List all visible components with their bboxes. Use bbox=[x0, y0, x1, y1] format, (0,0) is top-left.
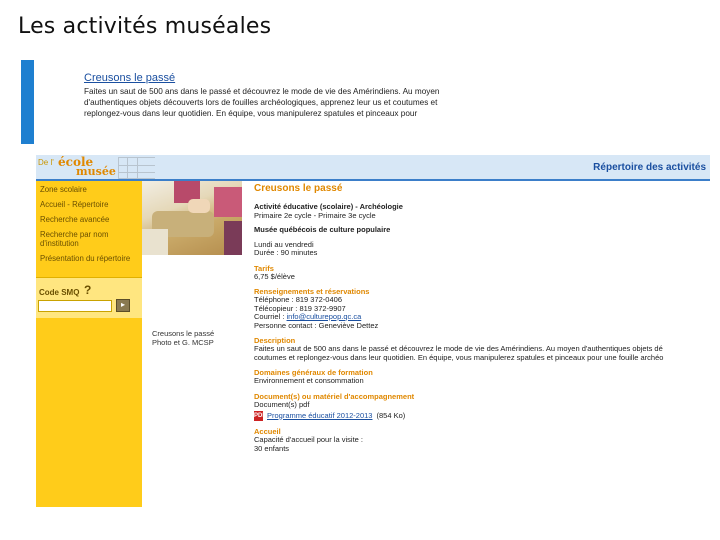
contact-person: Personne contact : Geneviève Dettez bbox=[254, 320, 379, 330]
smq-search-box bbox=[36, 277, 142, 318]
email-label: Courriel : bbox=[254, 312, 287, 321]
description-line: coutumes et replongez-vous dans leur quotidien. En équipe, vous manipulerez spatules et pinceaux pour une fouille archéo bbox=[254, 352, 664, 362]
activity-duration: Durée : 90 minutes bbox=[254, 248, 318, 257]
pdf-document-link[interactable]: Programme éducatif 2012-2013 bbox=[267, 410, 373, 420]
activity-days: Lundi au vendredi bbox=[254, 239, 314, 249]
pdf-icon: PDF bbox=[254, 413, 266, 419]
site-header bbox=[36, 155, 710, 181]
sidebar-item-zone-scolaire[interactable]: Zone scolaire bbox=[40, 185, 87, 194]
capacity-value: 30 enfants bbox=[254, 443, 290, 453]
email-link[interactable]: info@culturepop.qc.ca bbox=[286, 312, 362, 321]
snippet-title-link[interactable]: Creusons le passé bbox=[84, 72, 176, 84]
activity-title: Creusons le passé bbox=[254, 183, 343, 194]
snippet-line: d'authentiques objets découverts lors de fouilles archéologiques, apprenez leur us et coutumes et bbox=[84, 98, 438, 107]
snippet-line: Faites un saut de 500 ans dans le passé et découvrez le mode de vie des Amérindiens. Au moyen bbox=[84, 87, 440, 96]
logo-text-ecole: école bbox=[58, 155, 94, 169]
pdf-document-row bbox=[254, 411, 710, 421]
museum-name: Musée québécois de culture populaire bbox=[254, 225, 391, 234]
activity-details bbox=[254, 183, 710, 453]
activity-photo bbox=[142, 181, 242, 255]
logo-grid-graphic bbox=[118, 157, 155, 179]
help-icon[interactable]: ? bbox=[84, 283, 92, 297]
capacity-label: Capacité d'accueil pour la visite : bbox=[254, 435, 363, 444]
activity-snippet bbox=[84, 72, 524, 119]
contact-heading: Renseignements et réservations bbox=[254, 287, 370, 296]
tarifs-value: 6,75 $/élève bbox=[254, 271, 295, 281]
sidebar-item-presentation[interactable]: Présentation du répertoire bbox=[40, 254, 131, 263]
contact-phone: Téléphone : 819 372-0406 bbox=[254, 295, 342, 304]
description-line: Faites un saut de 500 ans dans le passé et découvrez le mode de vie des Amérindiens. Au moyen d'authentiques objets dé bbox=[254, 344, 663, 353]
accueil-heading: Accueil bbox=[254, 427, 281, 436]
slide-title: Les activités muséales bbox=[18, 14, 272, 39]
caption-line: Photo et G. MCSP bbox=[152, 338, 214, 347]
smq-go-button[interactable]: ▸ bbox=[116, 299, 130, 312]
sidebar-item-recherche-avancee[interactable]: Recherche avancée bbox=[40, 215, 110, 224]
sidebar bbox=[36, 181, 142, 507]
sidebar-nav bbox=[36, 181, 142, 266]
documents-subheading: Document(s) pdf bbox=[254, 399, 310, 409]
smq-label: Code SMQ bbox=[39, 288, 80, 297]
logo-text-musee: musée bbox=[76, 165, 116, 178]
pdf-size: (854 Ko) bbox=[376, 410, 406, 420]
caption-line: Creusons le passé bbox=[152, 329, 215, 338]
domains-heading: Domaines généraux de formation bbox=[254, 368, 373, 377]
website-screenshot bbox=[36, 155, 710, 507]
photo-caption bbox=[152, 329, 214, 347]
logo-text-de: De l' bbox=[38, 158, 54, 167]
repertoire-header-link[interactable]: Répertoire des activités bbox=[593, 162, 706, 173]
activity-cycles: Primaire 2e cycle - Primaire 3e cycle bbox=[254, 210, 376, 220]
domains-value: Environnement et consommation bbox=[254, 376, 364, 385]
snippet-line: replongez-vous dans leur quotidien. En équipe, vous manipulerez spatules et pinceaux pour bbox=[84, 109, 418, 118]
sidebar-item-recherche-institution[interactable]: Recherche par nom d'institution bbox=[40, 230, 109, 248]
description-heading: Description bbox=[254, 336, 296, 345]
documents-heading: Document(s) ou matériel d'accompagnement bbox=[254, 391, 415, 401]
tarifs-heading: Tarifs bbox=[254, 263, 274, 273]
ecole-musee-logo[interactable] bbox=[38, 156, 156, 178]
sidebar-item-accueil[interactable]: Accueil - Répertoire bbox=[40, 200, 109, 209]
activity-type: Activité éducative (scolaire) - Archéologie bbox=[254, 202, 403, 211]
snippet-body bbox=[84, 86, 524, 119]
smq-code-input[interactable] bbox=[38, 300, 112, 312]
contact-fax: Télécopieur : 819 372-9907 bbox=[254, 303, 346, 313]
accent-bar bbox=[21, 60, 34, 144]
